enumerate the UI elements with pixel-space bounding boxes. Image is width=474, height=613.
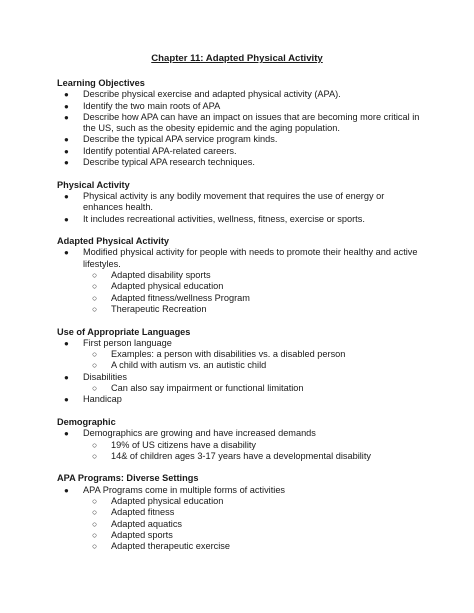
sub-list-item-text: Adapted physical education bbox=[111, 495, 224, 506]
list-item bbox=[57, 101, 422, 112]
sub-list-item bbox=[57, 270, 422, 281]
section bbox=[57, 236, 422, 315]
sub-list-item-text: Adapted sports bbox=[111, 529, 173, 540]
list-item-text: Describe typical APA research techniques. bbox=[83, 157, 255, 168]
sub-list-item bbox=[57, 451, 422, 462]
hollow-bullet-icon: ○ bbox=[92, 383, 98, 394]
hollow-bullet-icon: ○ bbox=[92, 281, 98, 292]
bullet-list bbox=[57, 485, 422, 553]
sub-list-item bbox=[57, 541, 422, 552]
list-item bbox=[57, 157, 422, 168]
section-heading: APA Programs: Diverse Settings bbox=[57, 473, 199, 484]
filled-bullet-icon: ● bbox=[64, 395, 69, 405]
sub-list-item bbox=[57, 496, 422, 507]
sub-list-item bbox=[57, 304, 422, 315]
section-heading: Adapted Physical Activity bbox=[57, 236, 169, 247]
section-spacer bbox=[57, 315, 422, 326]
section-spacer bbox=[57, 462, 422, 473]
sub-list-item bbox=[57, 281, 422, 292]
list-item-text: Disabilities bbox=[83, 371, 127, 382]
section bbox=[57, 180, 422, 225]
sub-list-item-text: Adapted physical education bbox=[111, 281, 224, 292]
filled-bullet-icon: ● bbox=[64, 429, 69, 439]
section-heading: Learning Objectives bbox=[57, 78, 145, 88]
sub-list-item-text: Adapted therapeutic exercise bbox=[111, 541, 231, 552]
list-item bbox=[57, 485, 422, 496]
sub-list-item bbox=[57, 349, 422, 360]
section bbox=[57, 78, 422, 168]
section-heading: Use of Appropriate Languages bbox=[57, 326, 191, 337]
list-item-text: APA Programs come in multiple forms of activities bbox=[83, 484, 286, 495]
section-spacer bbox=[57, 168, 422, 179]
section-spacer bbox=[57, 225, 422, 236]
list-item-text: Physical activity is any bodily movement that requires the use of energy or enhances health. bbox=[83, 190, 385, 213]
list-item-text: Describe physical exercise and adapted physical activity (APA). bbox=[83, 89, 341, 100]
list-item bbox=[57, 247, 422, 270]
filled-bullet-icon: ● bbox=[64, 90, 69, 100]
sub-list-item bbox=[57, 440, 422, 451]
filled-bullet-icon: ● bbox=[64, 372, 69, 382]
bullet-list bbox=[57, 247, 422, 315]
hollow-bullet-icon: ○ bbox=[92, 495, 98, 506]
section-heading: Physical Activity bbox=[57, 179, 130, 190]
list-item-text: Modified physical activity for people with needs to promote their healthy and active lifestyles. bbox=[83, 247, 418, 269]
filled-bullet-icon: ● bbox=[64, 485, 69, 495]
sub-list-item-text: Adapted aquatics bbox=[111, 518, 183, 529]
hollow-bullet-icon: ○ bbox=[92, 529, 98, 540]
filled-bullet-icon: ● bbox=[64, 112, 69, 122]
sub-list-item-text: 19% of US citizens have a disability bbox=[111, 439, 257, 450]
bullet-list bbox=[57, 428, 422, 462]
sub-list-item bbox=[57, 360, 422, 371]
sub-list-item-text: A child with autism vs. an autistic child bbox=[111, 360, 267, 371]
filled-bullet-icon: ● bbox=[64, 158, 69, 168]
list-item bbox=[57, 394, 422, 405]
list-item bbox=[57, 428, 422, 439]
hollow-bullet-icon: ○ bbox=[92, 439, 98, 450]
list-item-text: Describe how APA can have an impact on issues that are becoming more critical in the US, such as the obesity epidemic and the aging population. bbox=[83, 111, 420, 134]
hollow-bullet-icon: ○ bbox=[92, 270, 98, 281]
list-item bbox=[57, 372, 422, 383]
list-item-text: Demographics are growing and have increased demands bbox=[83, 428, 316, 439]
filled-bullet-icon: ● bbox=[64, 135, 69, 145]
filled-bullet-icon: ● bbox=[64, 191, 69, 201]
sub-list-item-text: Examples: a person with disabilities vs. a disabled person bbox=[111, 349, 346, 360]
list-item bbox=[57, 134, 422, 145]
sub-list-item bbox=[57, 519, 422, 530]
list-item-text: Describe the typical APA service program kinds. bbox=[83, 134, 278, 145]
hollow-bullet-icon: ○ bbox=[92, 518, 98, 529]
bullet-list bbox=[57, 89, 422, 168]
sub-list-item-text: Adapted fitness/wellness Program bbox=[111, 292, 250, 303]
document-content bbox=[57, 78, 422, 552]
filled-bullet-icon: ● bbox=[64, 338, 69, 348]
list-item bbox=[57, 214, 422, 225]
filled-bullet-icon: ● bbox=[64, 146, 69, 156]
sub-list-item-text: Adapted fitness bbox=[111, 507, 175, 518]
hollow-bullet-icon: ○ bbox=[92, 303, 98, 314]
list-item bbox=[57, 146, 422, 157]
filled-bullet-icon: ● bbox=[64, 101, 69, 111]
section-heading: Demographic bbox=[57, 416, 116, 427]
hollow-bullet-icon: ○ bbox=[92, 360, 98, 371]
bullet-list bbox=[57, 338, 422, 406]
section bbox=[57, 327, 422, 406]
filled-bullet-icon: ● bbox=[64, 214, 69, 224]
list-item bbox=[57, 338, 422, 349]
list-item-text: It includes recreational activities, wellness, fitness, exercise or sports. bbox=[83, 213, 365, 224]
sub-list-item bbox=[57, 293, 422, 304]
sub-list-item-text: Can also say impairment or functional limitation bbox=[111, 383, 304, 394]
list-item-text: First person language bbox=[83, 337, 172, 348]
sub-list-item bbox=[57, 507, 422, 518]
hollow-bullet-icon: ○ bbox=[92, 349, 98, 360]
section bbox=[57, 417, 422, 462]
sub-list-item bbox=[57, 530, 422, 541]
bullet-list bbox=[57, 191, 422, 225]
list-item-text: Identify the two main roots of APA bbox=[83, 100, 221, 111]
sub-list-item-text: Therapeutic Recreation bbox=[111, 303, 207, 314]
hollow-bullet-icon: ○ bbox=[92, 507, 98, 518]
filled-bullet-icon: ● bbox=[64, 248, 69, 258]
hollow-bullet-icon: ○ bbox=[92, 450, 98, 461]
list-item bbox=[57, 89, 422, 100]
list-item-text: Identify potential APA-related careers. bbox=[83, 145, 237, 156]
list-item bbox=[57, 191, 422, 214]
list-item bbox=[57, 112, 422, 135]
hollow-bullet-icon: ○ bbox=[92, 541, 98, 552]
sub-list-item-text: 14& of children ages 3-17 years have a developmental disability bbox=[111, 450, 371, 461]
hollow-bullet-icon: ○ bbox=[92, 292, 98, 303]
page-title: Chapter 11: Adapted Physical Activity bbox=[151, 53, 323, 64]
section bbox=[57, 473, 422, 552]
sub-list-item-text: Adapted disability sports bbox=[111, 270, 211, 281]
sub-list-item bbox=[57, 383, 422, 394]
list-item-text: Handicap bbox=[83, 394, 122, 405]
section-spacer bbox=[57, 406, 422, 417]
